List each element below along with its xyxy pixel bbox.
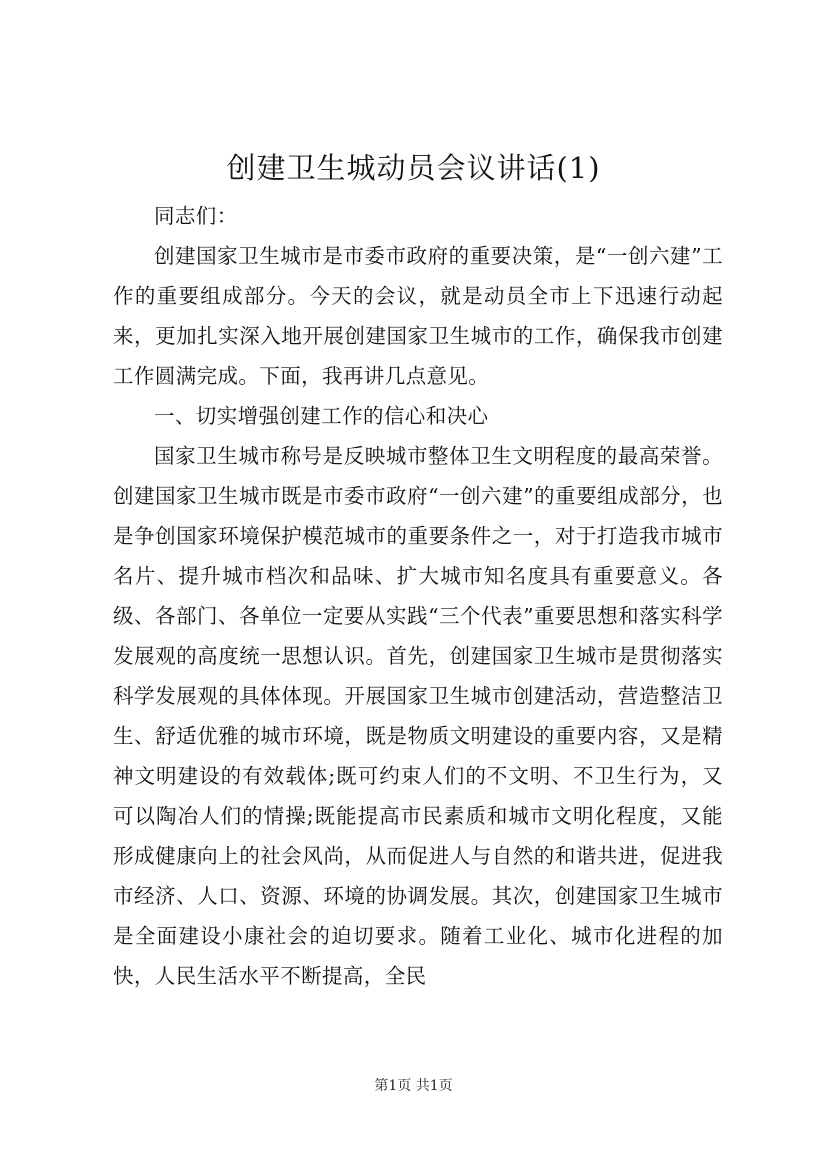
document-body — [113, 196, 723, 996]
document-title: 创建卫生城动员会议讲话(1) — [226, 151, 601, 185]
salutation: 同志们： — [154, 204, 238, 228]
page-number-footer: 第1页 共1页 — [374, 1078, 453, 1094]
paragraph-main: 国家卫生城市称号是反映城市整体卫生文明程度的最高荣誉。创建国家卫生城市既是市委市政府“一创六建”的重要组成部分，也是争创国家环境保护模范城市的重要条件之一，对于打造我市城市名片、提升城市档次和品味、扩大城市知名度具有重要意义。各级、各部门、各单位一定要从实践“三个代表”重要思想和落实科学发展观的高度统一思想认识。首先，创建国家卫生城市是贯彻落实科学发展观的具体体现。开展国家卫生城市创建活动，营造整洁卫生、舒适优雅的城市环境，既是物质文明建设的重要内容，又是精神文明建设的有效载体;既可约束人们的不文明、不卫生行为，又可以陶冶人们的情操;既能提高市民素质和城市文明化程度，又能形成健康向上的社会风尚，从而促进人与自然的和谐共进，促进我市经济、人口、资源、环境的协调发展。其次，创建国家卫生城市是全面建设小康社会的迫切要求。随着工业化、城市化进程的加快，人民生活水平不断提高，全民 — [113, 444, 723, 988]
paragraph-intro: 创建国家卫生城市是市委市政府的重要决策，是“一创六建”工作的重要组成部分。今天的会议，就是动员全市上下迅速行动起来，更加扎实深入地开展创建国家卫生城市的工作，确保我市创建工作圆满完成。下面，我再讲几点意见。 — [113, 244, 723, 388]
section-heading: 一、切实增强创建工作的信心和决心 — [154, 404, 489, 428]
